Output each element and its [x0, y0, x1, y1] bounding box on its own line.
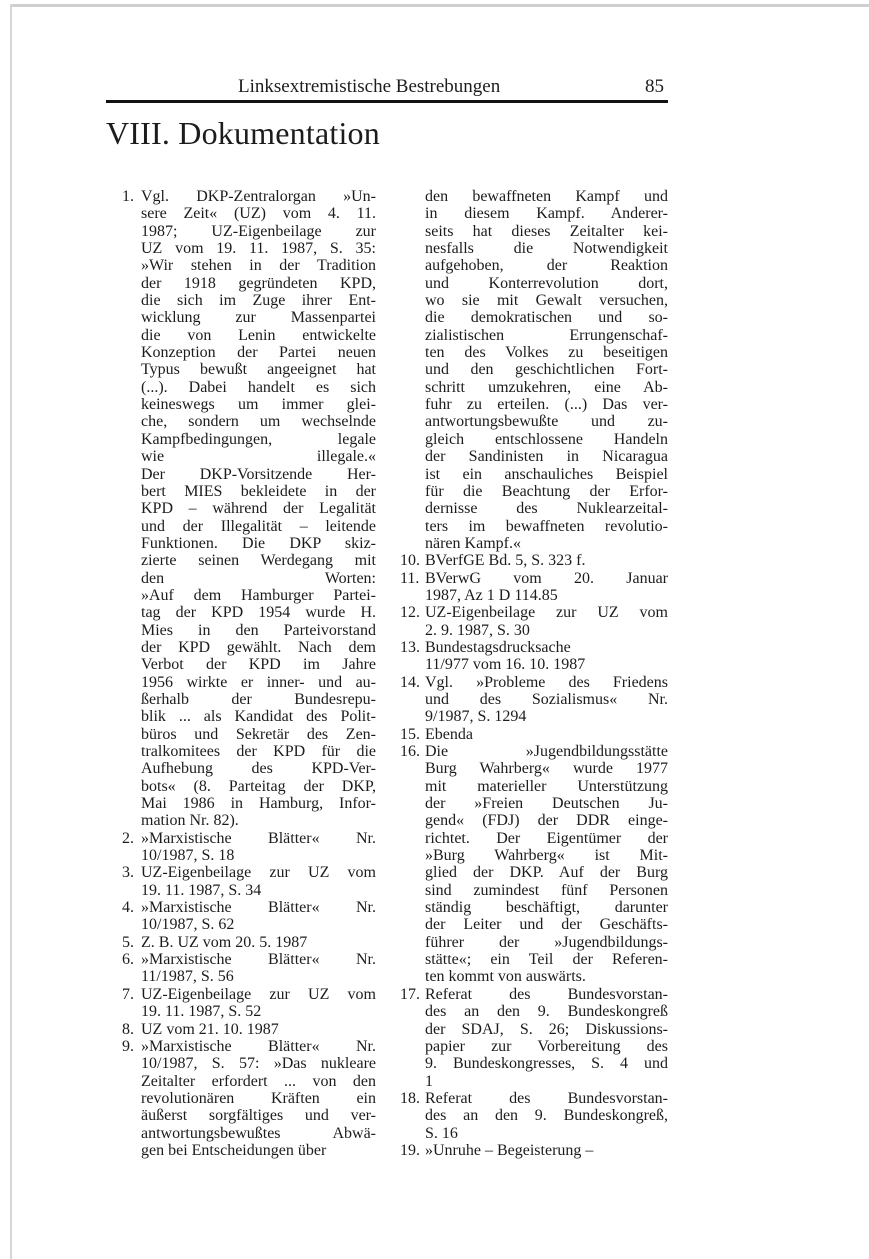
- notes-column-right: [400, 188, 668, 1159]
- note-line: Typus bewußt angeeignet hat: [141, 361, 376, 379]
- note-line: tralkomitees der KPD für die: [141, 743, 376, 760]
- running-title: Linksextremistische Bestrebungen: [238, 76, 501, 97]
- note-line: Ebenda: [425, 725, 473, 743]
- note-line: mit materieller Unterstützung: [425, 777, 668, 795]
- footnote-number: 13.: [400, 638, 420, 656]
- note-line: des an den 9. Bundeskongreß,: [425, 1107, 668, 1125]
- footnote-number: 4.: [122, 899, 134, 917]
- footnote-number: 7.: [122, 985, 134, 1003]
- footnote-number: 18.: [400, 1089, 420, 1107]
- footnote-number: 11.: [400, 569, 420, 587]
- note-line: 9/1987, S. 1294: [425, 708, 527, 726]
- footnote-item: [116, 899, 376, 934]
- note-line: gend« (FDJ) der DDR einge-: [425, 812, 668, 830]
- note-line: antwortungsbewußtes Abwä-: [141, 1124, 376, 1142]
- note-line: S. 16: [425, 1124, 458, 1142]
- header-rule: [106, 100, 668, 103]
- footnote-item: [116, 188, 376, 830]
- note-line: Mies in den Parteivorstand: [141, 621, 376, 639]
- footnote-number: 9.: [122, 1037, 134, 1055]
- note-line: keineswegs um immer glei-: [141, 396, 376, 414]
- note-line: sind zumindest fünf Personen: [425, 881, 668, 899]
- page-number: 85: [645, 76, 664, 97]
- note-line: 2. 9. 1987, S. 30: [425, 621, 530, 639]
- note-line: tag der KPD 1954 wurde H.: [141, 604, 376, 622]
- footnote-item: [400, 726, 668, 743]
- note-line: »Burg Wahrberg« ist Mit-: [425, 847, 668, 865]
- footnote-item: [116, 986, 376, 1021]
- note-line: UZ vom 21. 10. 1987: [141, 1020, 279, 1038]
- note-line: Konzeption der Partei neuen: [141, 344, 376, 362]
- note-line: che, sondern um wechselnde: [141, 413, 376, 431]
- note-line: 10/1987, S. 57: »Das nukleare: [141, 1055, 376, 1073]
- note-line: der 1918 gegründeten KPD,: [141, 274, 376, 292]
- note-line: revolutionären Kräften ein: [141, 1089, 376, 1107]
- note-line: ständig beschäftigt, darunter: [425, 899, 668, 917]
- notes-column-left: [116, 188, 376, 1159]
- note-line: führer der »Jugendbildungs-: [425, 933, 668, 951]
- footnote-number: 16.: [400, 743, 420, 760]
- footnote-item: [116, 1038, 376, 1159]
- note-line: blik ... als Kandidat des Polit-: [141, 708, 376, 726]
- note-line: 19. 11. 1987, S. 52: [141, 1003, 262, 1021]
- note-line: Funktionen. Die DKP skiz-: [141, 534, 376, 552]
- note-line: 1987; UZ-Eigenbeilage zur: [141, 222, 376, 240]
- note-line: Mai 1986 in Hamburg, Infor-: [141, 795, 376, 813]
- note-line: aufgehoben, der Reaktion: [425, 257, 668, 275]
- footnote-item: [116, 864, 376, 899]
- note-line: zierte seinen Werdegang mit: [141, 552, 376, 570]
- footnote-number: 14.: [400, 673, 420, 691]
- note-line: Vgl. »Probleme des Friedens: [425, 673, 668, 691]
- note-line: 11/977 vom 16. 10. 1987: [425, 656, 586, 674]
- note-line: Referat des Bundesvorstan-: [425, 985, 668, 1003]
- footnote-number: 5.: [122, 933, 134, 951]
- footnote-number: 8.: [122, 1020, 134, 1038]
- note-line: 10/1987, S. 18: [141, 847, 235, 865]
- note-line: 1987, Az 1 D 114.85: [425, 586, 558, 604]
- footnote-number: 12.: [400, 604, 420, 622]
- note-line: Verbot der KPD im Jahre: [141, 656, 376, 674]
- note-line: in diesem Kampf. Anderer-: [425, 205, 668, 223]
- note-line: gen bei Entscheidungen über: [141, 1141, 327, 1159]
- note-line: die von Lenin entwickelte: [141, 326, 376, 344]
- note-line: fuhr zu erteilen. (...) Das ver-: [425, 396, 668, 414]
- note-line: 1956 wirkte er inner- und au-: [141, 673, 376, 691]
- note-line: Zeitalter erfordert ... von den: [141, 1072, 376, 1090]
- footnote-item: [400, 639, 668, 674]
- note-line: Der DKP-Vorsitzende Her-: [141, 465, 376, 483]
- footnote-number: 2.: [122, 829, 134, 847]
- note-line: wo sie mit Gewalt versuchen,: [425, 292, 668, 310]
- note-line: die sich im Zuge ihrer Ent-: [141, 292, 376, 310]
- note-line: zialistischen Errungenschaf-: [425, 326, 668, 344]
- note-line: der Leiter und der Geschäfts-: [425, 916, 668, 934]
- note-line: (...). Dabei handelt es sich: [141, 378, 376, 396]
- note-line: »Wir stehen in der Tradition: [141, 257, 376, 275]
- footnote-item: [400, 1090, 668, 1142]
- note-line: die demokratischen und so-: [425, 309, 668, 327]
- note-line: Burg Wahrberg« wurde 1977: [425, 760, 668, 778]
- note-line: der KPD gewählt. Nach dem: [141, 638, 376, 656]
- note-line: BVerfGE Bd. 5, S. 323 f.: [425, 552, 586, 570]
- note-line: seits hat dieses Zeitalter kei-: [425, 222, 668, 240]
- note-line: schritt umzukehren, eine Ab-: [425, 378, 668, 396]
- note-line: den bewaffneten Kampf und: [425, 188, 668, 205]
- note-line: glied der DKP. Auf der Burg: [425, 864, 668, 882]
- footnote-number: 15.: [400, 725, 420, 743]
- scan-edge-left: [10, 4, 12, 1259]
- footnote-number: 6.: [122, 951, 134, 969]
- section-title: VIII. Dokumentation: [106, 115, 380, 151]
- note-line: 10/1987, S. 62: [141, 916, 235, 934]
- note-line: UZ-Eigenbeilage zur UZ vom: [141, 985, 376, 1003]
- note-line: stätte«; ein Teil der Referen-: [425, 951, 668, 969]
- footnote-number: 10.: [400, 552, 420, 570]
- note-line: 9. Bundeskongresses, S. 4 und: [425, 1055, 668, 1073]
- note-line: UZ-Eigenbeilage zur UZ vom: [425, 604, 668, 622]
- note-line: Die »Jugendbildungsstätte: [425, 743, 668, 760]
- note-line: und Konterrevolution dort,: [425, 274, 668, 292]
- note-line: »Marxistische Blätter« Nr.: [141, 1037, 376, 1055]
- note-line: ters im bewaffneten revolutio-: [425, 517, 668, 535]
- note-line: ist ein anschauliches Beispiel: [425, 465, 668, 483]
- note-line: »Marxistische Blätter« Nr.: [141, 899, 376, 917]
- footnote-number: 1.: [122, 188, 134, 205]
- note-line: ten des Volkes zu beseitigen: [425, 344, 668, 362]
- note-line: gleich entschlossene Handeln: [425, 430, 668, 448]
- note-line: büros und Sekretär des Zen-: [141, 725, 376, 743]
- note-line: ßerhalb der Bundesrepu-: [141, 690, 376, 708]
- footnote-item: [400, 674, 668, 726]
- note-line: Kampfbedingungen, legale: [141, 430, 376, 448]
- footnote-item: [400, 743, 668, 986]
- note-line: Referat des Bundesvorstan-: [425, 1089, 668, 1107]
- note-line: 11/1987, S. 56: [141, 968, 234, 986]
- note-line: Z. B. UZ vom 20. 5. 1987: [141, 933, 308, 951]
- note-line: Vgl. DKP-Zentralorgan »Un-: [141, 188, 376, 205]
- note-line: wicklung zur Massenpartei: [141, 309, 376, 327]
- footnote-number: 17.: [400, 985, 420, 1003]
- footnote-item: [400, 552, 668, 569]
- note-line: BVerwG vom 20. Januar: [425, 569, 668, 587]
- note-line: »Auf dem Hamburger Partei-: [141, 586, 376, 604]
- note-line: mation Nr. 82).: [141, 812, 239, 830]
- note-line: UZ-Eigenbeilage zur UZ vom: [141, 864, 376, 882]
- note-line: bots« (8. Parteitag der DKP,: [141, 777, 376, 795]
- note-line: richtet. Der Eigentümer der: [425, 829, 668, 847]
- note-line: 1: [425, 1072, 433, 1090]
- note-line: »Marxistische Blätter« Nr.: [141, 951, 376, 969]
- footnote-item: [400, 570, 668, 605]
- note-line: UZ vom 19. 11. 1987, S. 35:: [141, 240, 376, 258]
- note-line: wie illegale.«: [141, 448, 376, 466]
- note-line: der Sandinisten in Nicaragua: [425, 448, 668, 466]
- note-line: sere Zeit« (UZ) vom 4. 11.: [141, 205, 376, 223]
- note-line: äußerst sorgfältiges und ver-: [141, 1107, 376, 1125]
- note-line: der »Freien Deutschen Ju-: [425, 795, 668, 813]
- note-line: Bundestagsdrucksache: [425, 638, 571, 656]
- footnote-item: [400, 1142, 668, 1159]
- footnote-item: [400, 604, 668, 639]
- footnote-item: [116, 1021, 376, 1038]
- note-line: KPD – während der Legalität: [141, 500, 376, 518]
- note-line: papier zur Vorbereitung des: [425, 1037, 668, 1055]
- footnote-number: 3.: [122, 864, 134, 882]
- note-line: 19. 11. 1987, S. 34: [141, 881, 262, 899]
- note-line: bert MIES bekleidete in der: [141, 482, 376, 500]
- footnote-item: [116, 951, 376, 986]
- note-line: des an den 9. Bundeskongreß: [425, 1003, 668, 1021]
- note-line: und des Sozialismus« Nr.: [425, 690, 668, 708]
- scan-edge-top: [10, 4, 869, 7]
- footnote-item: [116, 830, 376, 865]
- footnote-item: [116, 934, 376, 951]
- note-line: Aufhebung des KPD-Ver-: [141, 760, 376, 778]
- footnote-item: [400, 986, 668, 1090]
- note-line: »Unruhe – Begeisterung –: [425, 1141, 594, 1159]
- note-line: und der Illegalität – leitende: [141, 517, 376, 535]
- note-line: nären Kampf.«: [425, 534, 521, 552]
- note-line: »Marxistische Blätter« Nr.: [141, 829, 376, 847]
- note-line: antwortungsbewußte und zu-: [425, 413, 668, 431]
- note-line: für die Beachtung der Erfor-: [425, 482, 668, 500]
- note-line: den Worten:: [141, 569, 376, 587]
- footnote-number: 19.: [400, 1141, 420, 1159]
- note-line: nesfalls die Notwendigkeit: [425, 240, 668, 258]
- note-line: und den geschichtlichen Fort-: [425, 361, 668, 379]
- footnote-continuation: [400, 188, 668, 552]
- note-line: ten kommt von auswärts.: [425, 968, 586, 986]
- note-line: dernisse des Nuklearzeital-: [425, 500, 668, 518]
- running-head: [106, 74, 668, 100]
- note-line: der SDAJ, S. 26; Diskussions-: [425, 1020, 668, 1038]
